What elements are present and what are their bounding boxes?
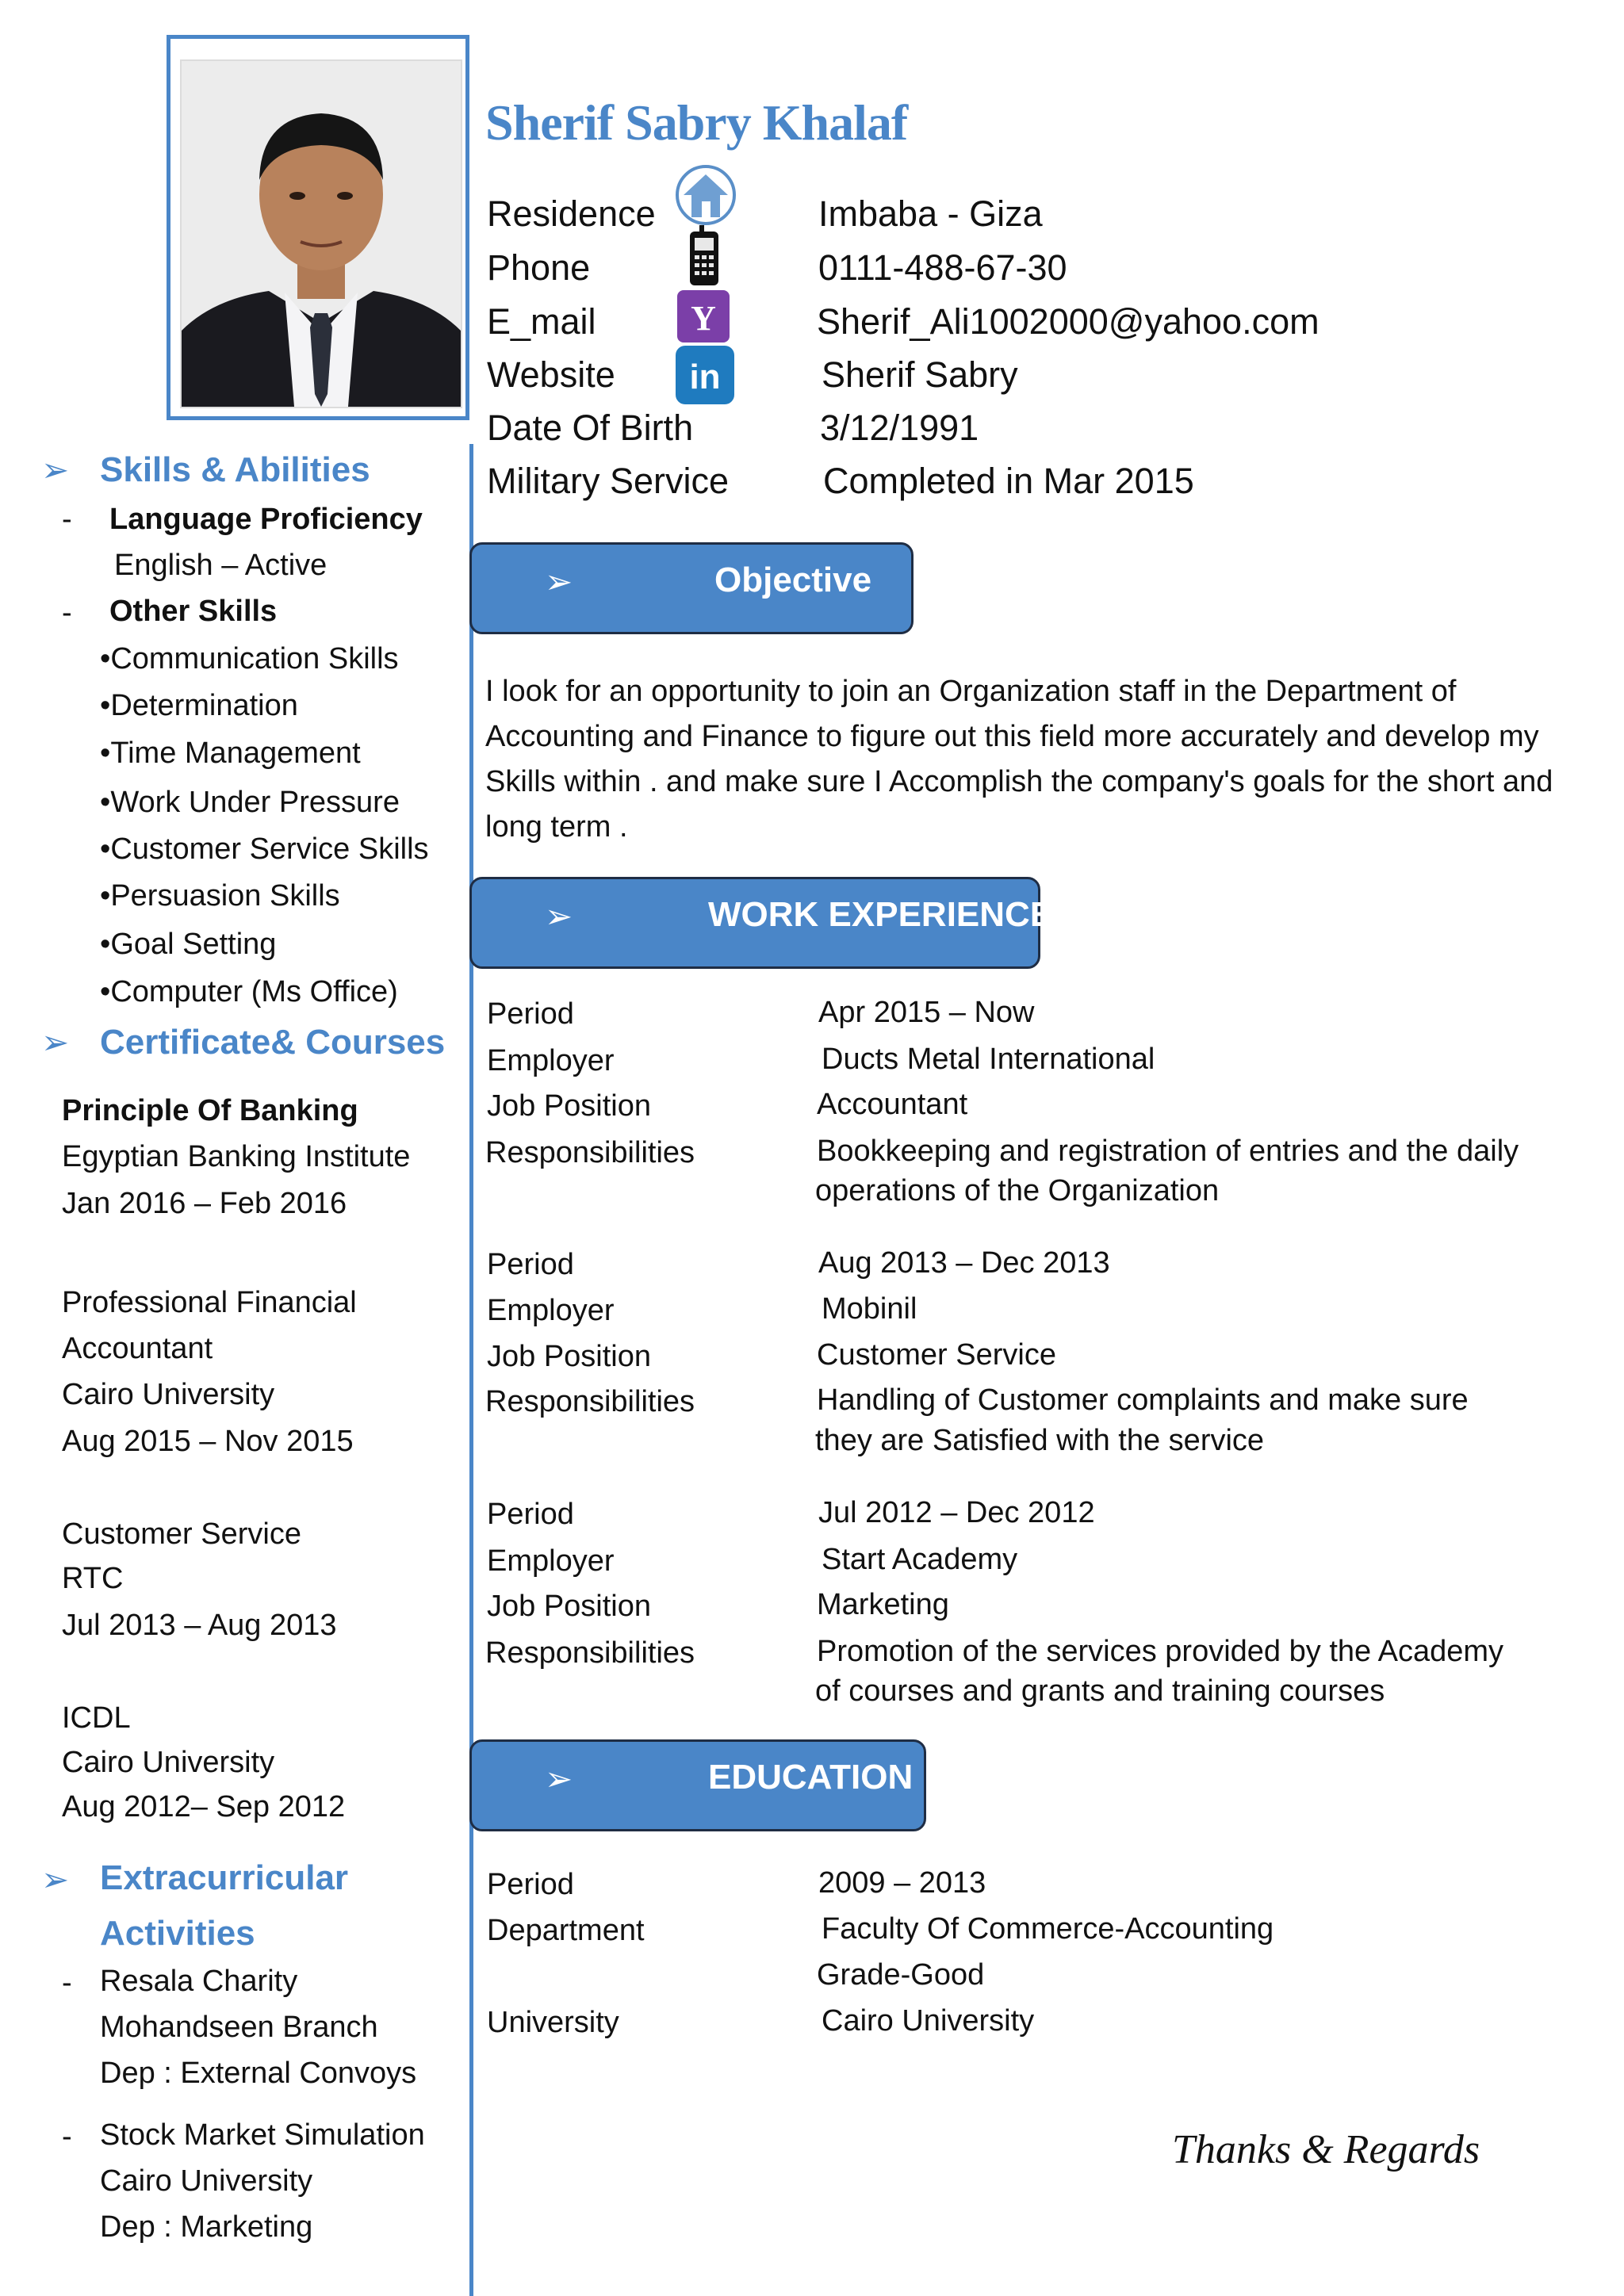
job-responsibility: Promotion of the services provided by the Academy bbox=[817, 1635, 1504, 1668]
profile-photo bbox=[180, 59, 462, 408]
job-position: Customer Service bbox=[817, 1338, 1056, 1372]
list-item: •Computer (Ms Office) bbox=[100, 975, 398, 1008]
period-label: Period bbox=[487, 1498, 574, 1531]
skills-title: Skills & Abilities bbox=[100, 450, 370, 489]
objective-header bbox=[469, 542, 914, 634]
list-item: •Time Management bbox=[100, 737, 361, 770]
position-label: Job Position bbox=[487, 1590, 652, 1623]
objective-line: Accounting and Finance to figure out this field more accurately and develop my bbox=[485, 720, 1539, 753]
activity-dep: Dep : Marketing bbox=[100, 2210, 313, 2244]
department-label: Department bbox=[487, 1914, 645, 1947]
extracurricular-title-line2: Activities bbox=[100, 1914, 255, 1953]
job-responsibility: Bookkeeping and registration of entries and the daily bbox=[817, 1135, 1519, 1168]
military-label: Military Service bbox=[487, 461, 730, 501]
objective-text bbox=[485, 669, 1595, 850]
profile-photo-frame bbox=[167, 35, 469, 420]
period-label: Period bbox=[487, 1868, 574, 1901]
activity-name: Resala Charity bbox=[100, 1965, 298, 1998]
work-title: WORK EXPERIENCE bbox=[708, 895, 1054, 934]
skill-label: Communication Skills bbox=[110, 642, 399, 675]
dash-marker: - bbox=[62, 596, 72, 629]
responsibilities-label: Responsibilities bbox=[485, 1385, 695, 1418]
sidebar-divider bbox=[469, 444, 473, 2296]
objective-line: long term . bbox=[485, 810, 628, 844]
education-arrow-icon: ➢ bbox=[545, 1760, 573, 1797]
education-university: Cairo University bbox=[822, 2004, 1035, 2038]
home-icon bbox=[671, 162, 741, 229]
position-label: Job Position bbox=[487, 1340, 652, 1373]
job-period: Aug 2013 – Dec 2013 bbox=[818, 1246, 1110, 1280]
education-grade: Grade-Good bbox=[817, 1958, 985, 1992]
objective-line: I look for an opportunity to join an Organization staff in the Department of bbox=[485, 675, 1457, 708]
list-item: •Communication Skills bbox=[100, 642, 399, 675]
cert-dates: Aug 2015 – Nov 2015 bbox=[62, 1425, 354, 1458]
list-item: •Goal Setting bbox=[100, 928, 277, 961]
list-item: •Persuasion Skills bbox=[100, 879, 340, 913]
phone-label: Phone bbox=[487, 247, 591, 288]
university-label: University bbox=[487, 2006, 619, 2039]
dash-marker: - bbox=[62, 503, 72, 536]
certificates-arrow-icon: ➢ bbox=[41, 1024, 70, 1061]
employer-label: Employer bbox=[487, 1044, 615, 1077]
job-responsibility-cont: they are Satisfied with the service bbox=[815, 1424, 1265, 1457]
svg-text:in: in bbox=[689, 358, 721, 396]
cert-title-cont: Accountant bbox=[62, 1332, 213, 1365]
phone-value: 0111-488-67-30 bbox=[818, 247, 1067, 288]
cert-title: Customer Service bbox=[62, 1517, 301, 1551]
cert-title: Principle Of Banking bbox=[62, 1094, 358, 1127]
military-value: Completed in Mar 2015 bbox=[823, 461, 1194, 501]
skill-label: Time Management bbox=[110, 737, 361, 770]
skill-label: Customer Service Skills bbox=[110, 832, 429, 866]
residence-label: Residence bbox=[487, 193, 656, 234]
period-label: Period bbox=[487, 1248, 574, 1281]
certificates-title: Certificate& Courses bbox=[100, 1023, 446, 1062]
skill-label: Computer (Ms Office) bbox=[110, 975, 398, 1008]
job-period: Jul 2012 – Dec 2012 bbox=[818, 1496, 1095, 1529]
website-value[interactable]: Sherif Sabry bbox=[822, 354, 1018, 395]
dob-value: 3/12/1991 bbox=[820, 408, 979, 448]
cert-title: Professional Financial bbox=[62, 1286, 357, 1319]
dash-marker: - bbox=[62, 2120, 72, 2153]
job-period: Apr 2015 – Now bbox=[818, 996, 1035, 1029]
work-arrow-icon: ➢ bbox=[545, 897, 573, 935]
education-period: 2009 – 2013 bbox=[818, 1866, 986, 1900]
period-label: Period bbox=[487, 997, 574, 1031]
cert-title: ICDL bbox=[62, 1701, 131, 1735]
email-value[interactable]: Sherif_Ali1002000@yahoo.com bbox=[817, 301, 1320, 342]
responsibilities-label: Responsibilities bbox=[485, 1636, 695, 1670]
skill-label: Persuasion Skills bbox=[110, 879, 340, 913]
list-item: •Customer Service Skills bbox=[100, 832, 429, 866]
position-label: Job Position bbox=[487, 1089, 652, 1123]
education-title: EDUCATION bbox=[708, 1758, 914, 1797]
cert-institution: Egyptian Banking Institute bbox=[62, 1140, 411, 1173]
list-item: •Determination bbox=[100, 689, 298, 722]
dob-label: Date Of Birth bbox=[487, 408, 694, 448]
skill-label: Determination bbox=[110, 689, 298, 722]
objective-line: Skills within . and make sure I Accomplish the company's goals for the short and bbox=[485, 765, 1553, 798]
residence-value: Imbaba - Giza bbox=[818, 193, 1043, 234]
extracurricular-title: Extracurricular bbox=[100, 1858, 349, 1897]
objective-title: Objective bbox=[714, 561, 872, 599]
activity-name: Stock Market Simulation bbox=[100, 2118, 425, 2152]
education-department: Faculty Of Commerce-Accounting bbox=[822, 1912, 1274, 1946]
activity-branch: Cairo University bbox=[100, 2164, 313, 2198]
job-responsibility-cont: of courses and grants and training courses bbox=[815, 1674, 1385, 1708]
cert-institution: RTC bbox=[62, 1562, 124, 1595]
extracurricular-arrow-icon: ➢ bbox=[41, 1861, 70, 1898]
employer-label: Employer bbox=[487, 1294, 615, 1327]
svg-text:Y: Y bbox=[691, 299, 716, 338]
education-header bbox=[469, 1739, 926, 1831]
email-label: E_mail bbox=[487, 301, 596, 342]
candidate-name: Sherif Sabry Khalaf bbox=[485, 94, 908, 151]
closing-signoff: Thanks & Regards bbox=[1172, 2127, 1480, 2172]
cert-institution: Cairo University bbox=[62, 1746, 275, 1779]
language-item: English – Active bbox=[114, 549, 327, 582]
cert-dates: Jan 2016 – Feb 2016 bbox=[62, 1187, 347, 1220]
job-employer: Ducts Metal International bbox=[822, 1043, 1155, 1076]
responsibilities-label: Responsibilities bbox=[485, 1136, 695, 1169]
cert-institution: Cairo University bbox=[62, 1378, 275, 1411]
skills-arrow-icon: ➢ bbox=[41, 451, 70, 488]
skill-label: Goal Setting bbox=[110, 928, 277, 961]
skill-label: Work Under Pressure bbox=[110, 786, 400, 819]
employer-label: Employer bbox=[487, 1544, 615, 1578]
job-employer: Start Academy bbox=[822, 1543, 1018, 1576]
website-label: Website bbox=[487, 354, 615, 395]
objective-arrow-icon: ➢ bbox=[545, 563, 573, 600]
cert-dates: Aug 2012– Sep 2012 bbox=[62, 1790, 346, 1823]
linkedin-icon bbox=[676, 346, 734, 408]
work-header bbox=[469, 877, 1054, 969]
job-position: Marketing bbox=[817, 1588, 949, 1621]
yahoo-icon bbox=[677, 290, 730, 346]
phone-icon bbox=[687, 225, 722, 293]
activity-branch: Mohandseen Branch bbox=[100, 2011, 378, 2044]
cert-dates: Jul 2013 – Aug 2013 bbox=[62, 1609, 337, 1642]
job-position: Accountant bbox=[817, 1088, 968, 1121]
other-skills-heading: Other Skills bbox=[109, 595, 278, 628]
list-item: •Work Under Pressure bbox=[100, 786, 400, 819]
job-responsibility: Handling of Customer complaints and make sure bbox=[817, 1383, 1469, 1417]
activity-dep: Dep : External Convoys bbox=[100, 2057, 417, 2090]
language-heading: Language Proficiency bbox=[109, 503, 423, 536]
dash-marker: - bbox=[62, 1966, 72, 1999]
job-employer: Mobinil bbox=[822, 1292, 917, 1326]
job-responsibility-cont: operations of the Organization bbox=[815, 1174, 1220, 1207]
